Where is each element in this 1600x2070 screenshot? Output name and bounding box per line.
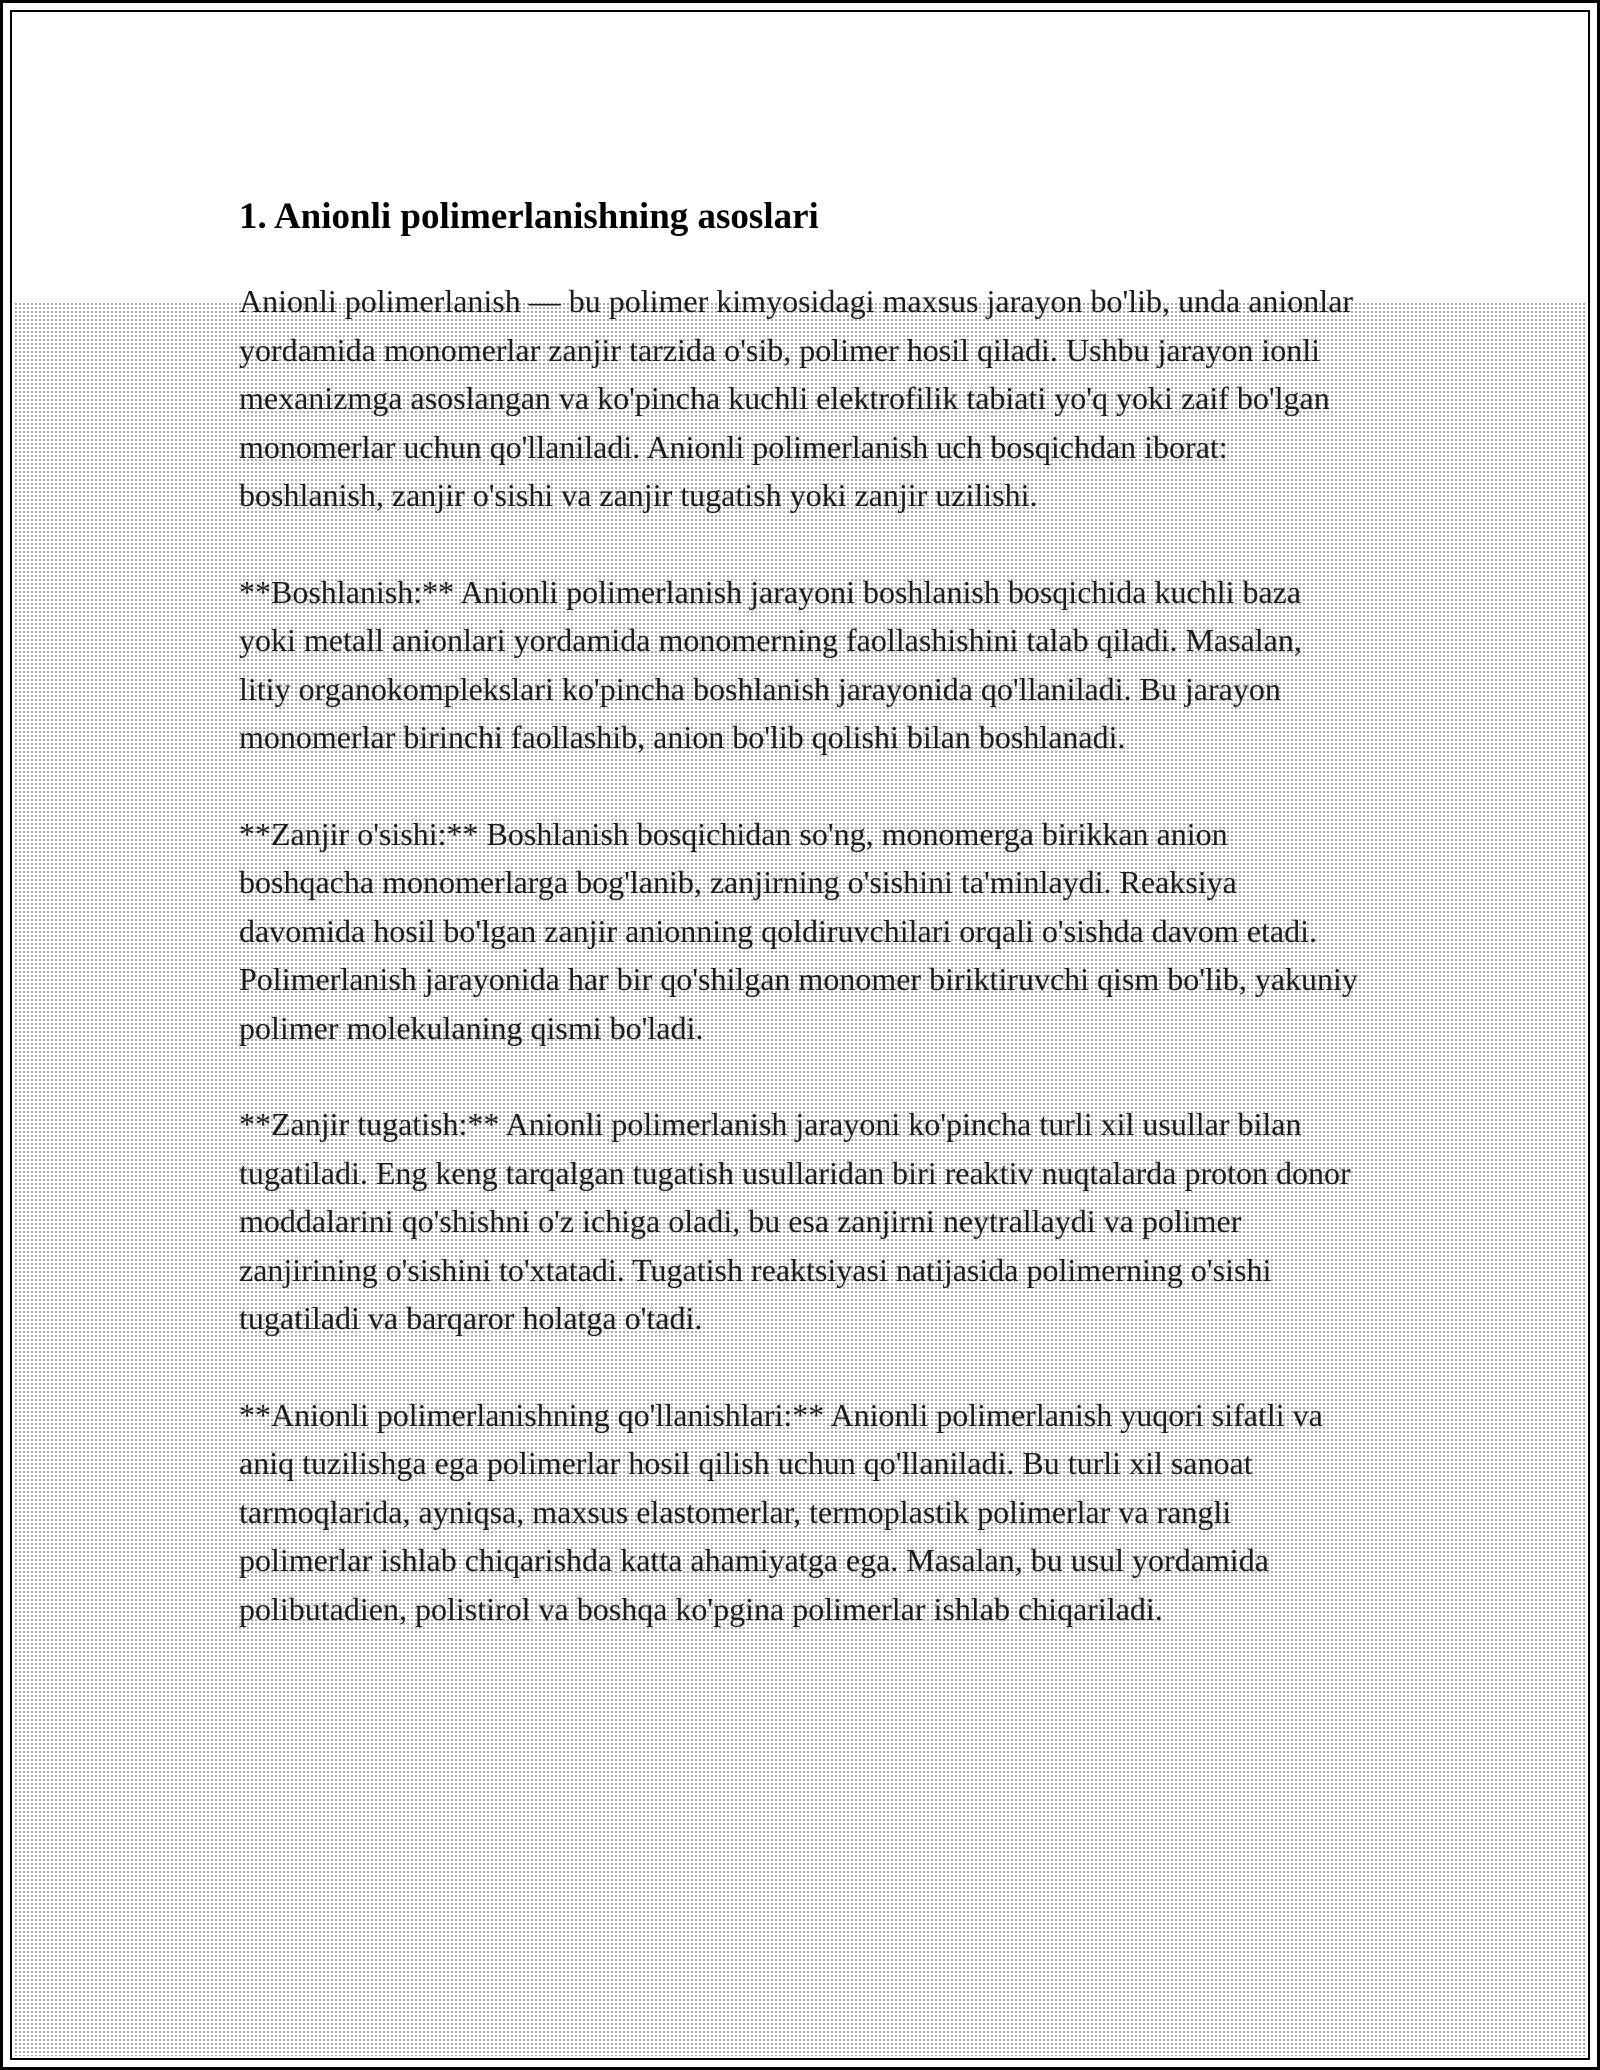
paragraph-intro: Anionli polimerlanish — bu polimer kimyosidagi maxsus jarayon bo'lib, unda anionlar yordamida monomerlar zanjir tarzida o'sib, polimer hosil qiladi. Ushbu jarayon ionli mexanizmga asoslangan va ko'pincha kuchli elektrofilik tabiati yo'q yoki zaif bo'lgan monomerlar uchun qo'llaniladi. Anionli polimerlanish uch bosqichdan iborat: boshlanish, zanjir o'sishi va zanjir tugatish yoki zanjir uzilishi. xyxy=(239,283,1354,513)
paragraph-applications: **Anionli polimerlanishning qo'llanishlari:** Anionli polimerlanish yuqori sifatli va aniq tuzilishga ega polimerlar hosil qilish uchun qo'llaniladi. Bu turli xil sanoat tarmoqlarida, ayniqsa, maxsus elastomerlar, termoplastik polimerlar va rangli polimerlar ishlab chiqarishda katta ahamiyatga ega. Masalan, bu usul yordamida polibutadien, polistirol va boshqa ko'pgina polimerlar ishlab chiqariladi. xyxy=(239,1396,1323,1627)
section-heading: 1. Anionli polimerlanishning asoslari xyxy=(239,196,819,237)
paragraph-chain-growth: **Zanjir o'sishi:** Boshlanish bosqichidan so'ng, monomerga birikkan anion boshqacha monomerlarga bog'lanib, zanjirning o'sishini ta'minlaydi. Reaksiya davomida hosil bo'lgan zanjir anionning qoldiruvchilari orqali o'sishda davom etadi. Polimerlanish jarayonida har bir qo'shilgan monomer biriktiruvchi qism bo'lib, yakuniy polimer molekulaning qismi bo'ladi. xyxy=(239,815,1358,1046)
paragraph-initiation: **Boshlanish:** Anionli polimerlanish jarayoni boshlanish bosqichida kuchli baza yoki metall anionlari yordamida monomerning faollashishini talab qiladi. Masalan, litiy organokomplekslari ko'pincha boshlanish jarayonida qo'llaniladi. Bu jarayon monomerlar birinchi faollashib, anion bo'lib qolishi bilan boshlanadi. xyxy=(239,573,1302,755)
paragraph-termination: **Zanjir tugatish:** Anionli polimerlanish jarayoni ko'pincha turli xil usullar bilan tugatiladi. Eng keng tarqalgan tugatish usullaridan biri reaktiv nuqtalarda proton donor moddalarini qo'shishni o'z ichiga oladi, bu esa zanjirni neytrallaydi va polimer zanjirining o'sishini to'xtatadi. Tugatish reaktsiyasi natijasida polimerning o'sishi tugatiladi va barqaror holatga o'tadi. xyxy=(239,1106,1351,1336)
document-body xyxy=(239,193,1359,1681)
